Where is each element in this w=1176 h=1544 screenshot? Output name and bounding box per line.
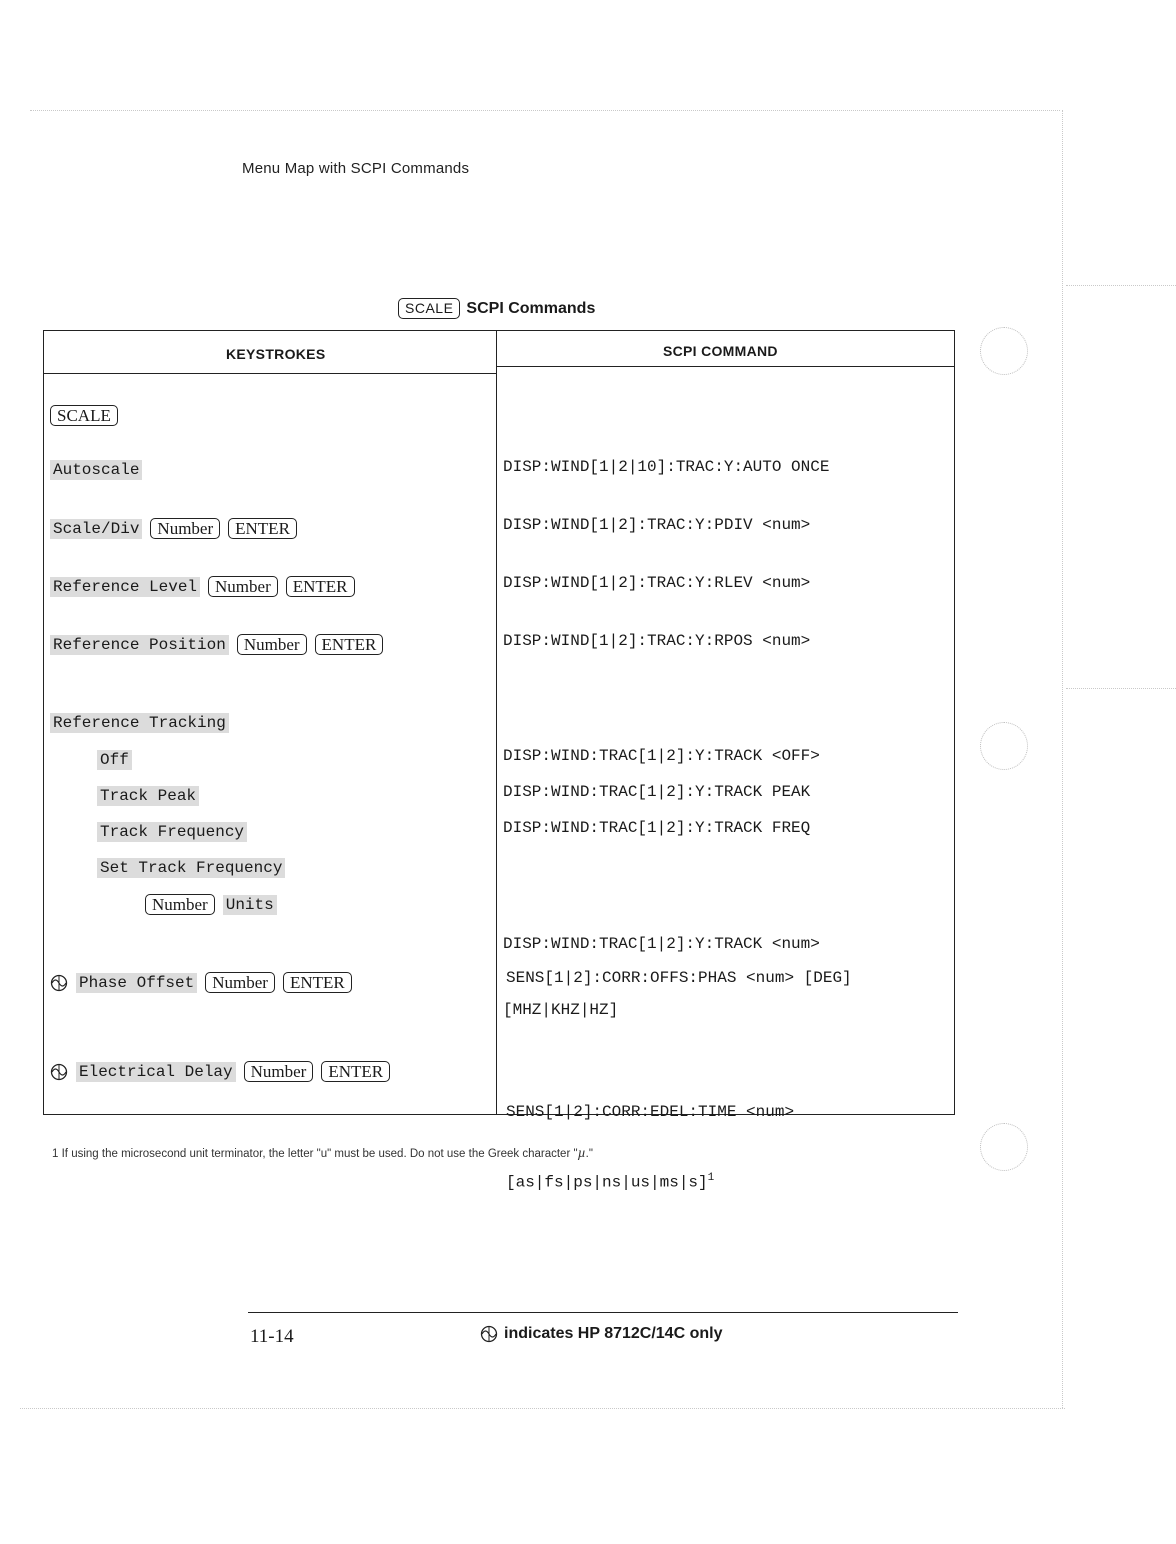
off-softkey: Off bbox=[97, 750, 132, 770]
row-reference-position bbox=[50, 634, 383, 655]
row-scale bbox=[50, 405, 118, 426]
running-head: Menu Map with SCPI Commands bbox=[242, 160, 470, 177]
header-keystrokes: KEYSTROKES bbox=[226, 346, 326, 362]
enter-key: ENTER bbox=[228, 518, 297, 539]
phase-offset-command: SENS[1|2]:CORR:OFFS:PHAS <num> [DEG] bbox=[506, 969, 852, 987]
scan-line bbox=[1066, 285, 1176, 286]
footer-rule bbox=[248, 1312, 958, 1313]
set-track-frequency-softkey: Set Track Frequency bbox=[97, 858, 285, 878]
footnote-tail: ." bbox=[585, 1148, 593, 1160]
table-title-text: SCPI Commands bbox=[466, 299, 596, 317]
scan-line bbox=[1066, 688, 1176, 689]
legend bbox=[480, 1325, 722, 1343]
unit-list: [as|fs|ps|ns|us|ms|s] bbox=[506, 1173, 708, 1192]
scale-hardkey: SCALE bbox=[398, 298, 460, 319]
binder-hole bbox=[980, 722, 1028, 770]
number-key: Number bbox=[150, 518, 220, 539]
off-command: DISP:WIND:TRAC[1|2]:Y:TRACK <OFF> bbox=[503, 747, 820, 765]
autoscale-softkey: Autoscale bbox=[50, 460, 142, 480]
row-off bbox=[97, 750, 132, 770]
enter-key: ENTER bbox=[315, 634, 384, 655]
autoscale-command: DISP:WIND[1|2|10]:TRAC:Y:AUTO ONCE bbox=[503, 458, 830, 476]
command-line: DISP:WIND:TRAC[1|2]:Y:TRACK <num> bbox=[503, 935, 820, 953]
row-track-frequency bbox=[97, 822, 247, 842]
number-key: Number bbox=[237, 634, 307, 655]
row-reference-tracking bbox=[50, 713, 229, 733]
reference-position-command: DISP:WIND[1|2]:TRAC:Y:RPOS <num> bbox=[503, 632, 811, 650]
row-autoscale bbox=[50, 460, 142, 480]
scale-div-softkey: Scale/Div bbox=[50, 519, 142, 539]
reference-level-softkey: Reference Level bbox=[50, 577, 200, 597]
header-rule bbox=[497, 366, 955, 367]
page-edge-right bbox=[1062, 110, 1063, 1408]
header-scpi-command: SCPI COMMAND bbox=[663, 343, 778, 359]
scale-key: SCALE bbox=[50, 405, 118, 426]
page-edge-bottom bbox=[20, 1408, 1065, 1409]
enter-key: ENTER bbox=[283, 972, 352, 993]
row-phase-offset bbox=[50, 972, 352, 993]
reference-position-softkey: Reference Position bbox=[50, 635, 229, 655]
reference-tracking-softkey: Reference Tracking bbox=[50, 713, 229, 733]
footnote bbox=[52, 1146, 593, 1162]
column-divider bbox=[496, 330, 497, 1115]
row-set-track-frequency bbox=[97, 858, 285, 878]
table-title bbox=[398, 298, 595, 319]
footnote-text: If using the microsecond unit terminator, the letter "u" must be used. Do not use the Greek character " bbox=[61, 1148, 578, 1160]
hp-8712c-only-icon bbox=[50, 1063, 68, 1081]
page-edge-top bbox=[30, 110, 1060, 111]
row-scale-div bbox=[50, 518, 297, 539]
greek-mu: µ bbox=[577, 1146, 586, 1161]
scale-div-command: DISP:WIND[1|2]:TRAC:Y:PDIV <num> bbox=[503, 516, 811, 534]
command-line: [MHZ|KHZ|HZ] bbox=[503, 1001, 619, 1019]
electrical-delay-command bbox=[506, 1057, 794, 1215]
command-line bbox=[506, 1167, 794, 1193]
number-key: Number bbox=[145, 894, 215, 915]
units-softkey: Units bbox=[223, 895, 277, 915]
electrical-delay-softkey: Electrical Delay bbox=[76, 1062, 236, 1082]
row-reference-level bbox=[50, 576, 355, 597]
binder-hole bbox=[980, 327, 1028, 375]
number-key: Number bbox=[208, 576, 278, 597]
enter-key: ENTER bbox=[286, 576, 355, 597]
number-key: Number bbox=[205, 972, 275, 993]
track-peak-softkey: Track Peak bbox=[97, 786, 199, 806]
binder-hole bbox=[980, 1123, 1028, 1171]
row-electrical-delay bbox=[50, 1061, 390, 1082]
hp-8712c-only-icon bbox=[50, 974, 68, 992]
number-key: Number bbox=[244, 1061, 314, 1082]
header-rule bbox=[43, 373, 497, 374]
phase-offset-softkey: Phase Offset bbox=[76, 973, 197, 993]
track-peak-command: DISP:WIND:TRAC[1|2]:Y:TRACK PEAK bbox=[503, 783, 811, 801]
row-track-peak bbox=[97, 786, 199, 806]
command-line: SENS[1|2]:CORR:EDEL:TIME <num> bbox=[506, 1103, 795, 1121]
track-frequency-softkey: Track Frequency bbox=[97, 822, 247, 842]
set-track-frequency-command bbox=[503, 889, 820, 1043]
footnote-marker: 1 bbox=[707, 1172, 715, 1184]
enter-key: ENTER bbox=[321, 1061, 390, 1082]
page-number: 11-14 bbox=[250, 1326, 294, 1347]
row-number-units bbox=[145, 894, 277, 915]
reference-level-command: DISP:WIND[1|2]:TRAC:Y:RLEV <num> bbox=[503, 574, 811, 592]
legend-text: indicates HP 8712C/14C only bbox=[504, 1325, 723, 1342]
footnote-number: 1 bbox=[52, 1148, 59, 1160]
track-frequency-command: DISP:WIND:TRAC[1|2]:Y:TRACK FREQ bbox=[503, 819, 811, 837]
hp-8712c-only-icon bbox=[480, 1325, 498, 1343]
